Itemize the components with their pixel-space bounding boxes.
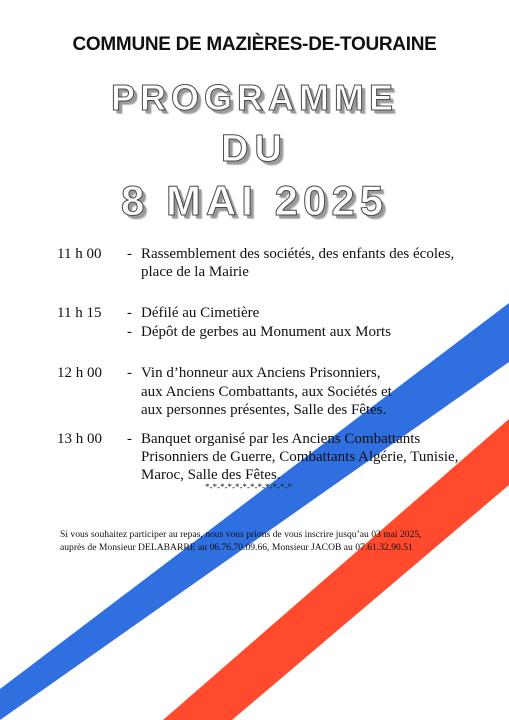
- schedule-item: - Rassemblement des sociétés, des enfants des écoles,: [127, 246, 455, 262]
- schedule-item: - Vin d’honneur aux Anciens Prisonniers,: [127, 365, 381, 381]
- schedule-item-continuation: aux Anciens Combattants, aux Sociétés et: [141, 384, 392, 400]
- title-programme: PROGRAMME: [111, 77, 398, 118]
- schedule-item: - Banquet organisé par les Anciens Combattants: [127, 431, 421, 447]
- schedule-time: 12 h 00: [57, 365, 102, 381]
- registration-note-line1: Si vous souhaitez participer au repas, nous vous prions de vous inscrire jusqu’au 03 mai 2025,: [60, 529, 422, 540]
- schedule-item: - Défilé au Cimetière: [127, 305, 260, 321]
- schedule-item-continuation: aux personnes présentes, Salle des Fêtes.: [141, 402, 387, 418]
- schedule-item-continuation: Prisonniers de Guerre, Combattants Algérie, Tunisie,: [141, 449, 459, 465]
- schedule-item-continuation: Maroc, Salle des Fêtes.: [141, 467, 281, 483]
- title-date: 8 MAI 2025: [120, 177, 389, 224]
- schedule-item: - Dépôt de gerbes au Monument aux Morts: [127, 324, 391, 340]
- commune-name: COMMUNE DE MAZIÈRES-DE-TOURAINE: [72, 34, 437, 55]
- separator: *-*-*-*-*-*-*-*-*-*-*-*: [205, 482, 292, 492]
- schedule-time: 11 h 15: [57, 305, 102, 321]
- registration-note-line2: auprès de Monsieur DELABARRE au 06.76.70.09.66, Monsieur JACOB au 07.61.32.90.51: [60, 542, 413, 553]
- schedule-time: 13 h 00: [57, 431, 102, 447]
- schedule-time: 11 h 00: [57, 246, 102, 262]
- title-du: DU: [221, 128, 288, 170]
- schedule-item-continuation: place de la Mairie: [141, 264, 249, 280]
